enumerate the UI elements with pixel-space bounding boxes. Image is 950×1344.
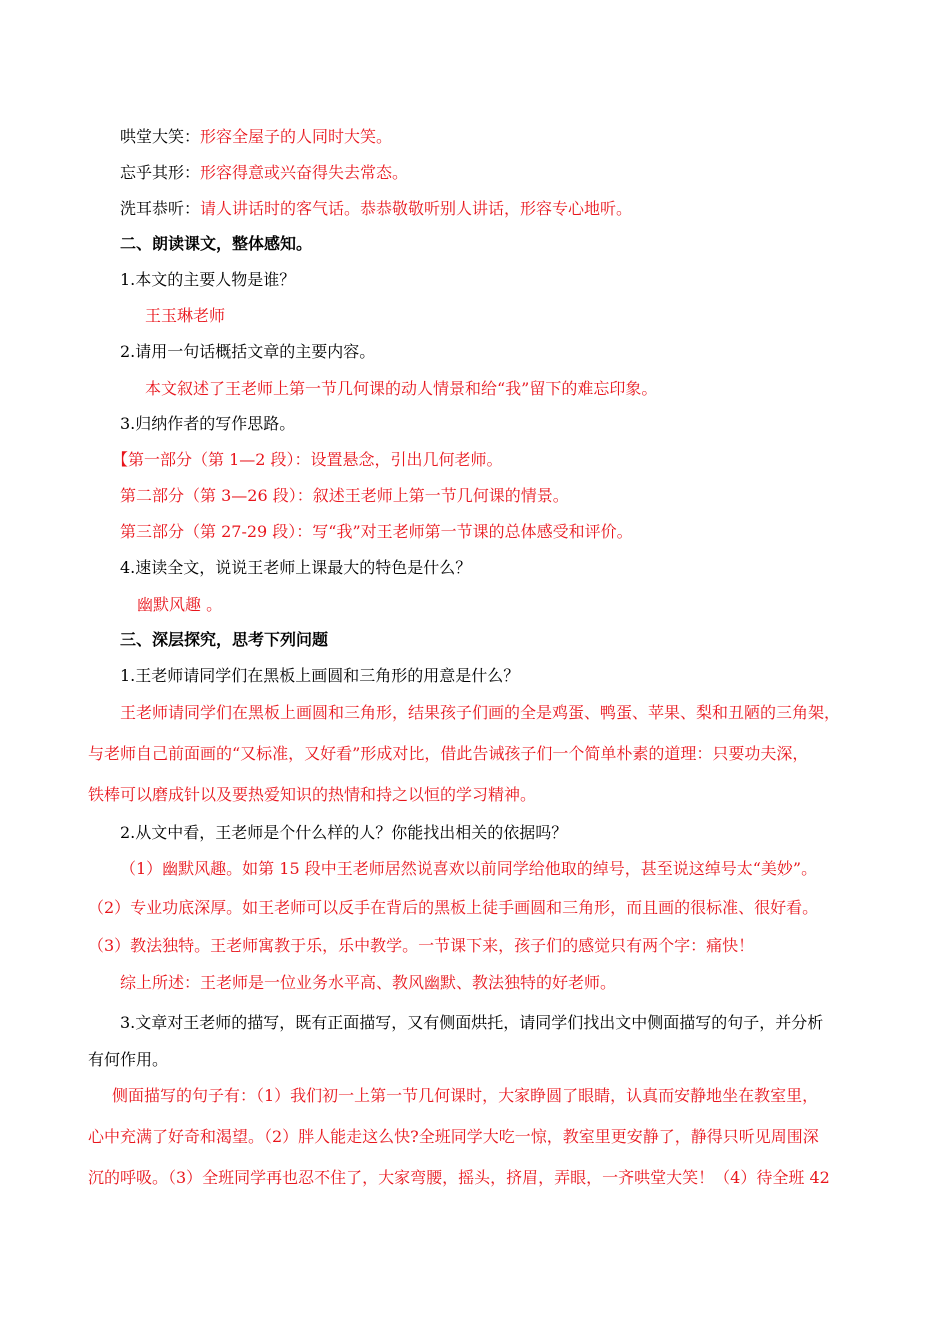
answer: 幽默风趣 。	[137, 595, 223, 614]
section-heading: 二、朗读课文，整体感知。	[120, 234, 313, 253]
vocab-item	[120, 126, 392, 148]
vocab-term: 忘乎其形：	[120, 163, 201, 182]
answer-outline-line: 第二部分（第 3—26 段）：叙述王老师上第一节几何课的情景。	[120, 486, 569, 505]
answer-line: （3）教法独特。王老师寓教于乐，乐中教学。一节课下来，孩子们的感觉只有两个字：痛快！	[88, 936, 755, 955]
vocab-definition: 形容得意或兴奋得失去常态。	[200, 163, 409, 182]
vocab-term: 哄堂大笑：	[120, 127, 201, 146]
vocab-definition: 形容全屋子的人同时大笑。	[200, 127, 393, 146]
answer-line: （1）幽默风趣。如第 15 段中王老师居然说喜欢以前同学给他取的绰号，甚至说这绰号太“美妙”。	[120, 859, 818, 878]
answer-line: 沉的呼吸。（3）全班同学再也忍不住了，大家弯腰，摇头，挤眉，弄眼，一齐哄堂大笑！（4）待全班 42	[88, 1168, 830, 1187]
answer-summary: 综上所述：王老师是一位业务水平高、教风幽默、教法独特的好老师。	[120, 973, 617, 992]
answer-line: 铁棒可以磨成针以及要热爱知识的热情和持之以恒的学习精神。	[88, 785, 537, 804]
answer-line: 心中充满了好奇和渴望。（2）胖人能走这么快?全班同学大吃一惊，教室里更安静了，静得只听见周围深	[88, 1127, 819, 1146]
vocab-definition: 请人讲话时的客气话。恭恭敬敬听别人讲话，形容专心地听。	[200, 199, 633, 218]
answer-line: 与老师自己前面画的“又标准，又好看”形成对比，借此告诫孩子们一个简单朴素的道理：只要功夫深，	[88, 744, 809, 763]
vocab-item	[120, 198, 632, 220]
question: 2.从文中看，王老师是个什么样的人？你能找出相关的依据吗？	[120, 823, 568, 842]
vocab-term: 洗耳恭听：	[120, 199, 201, 218]
answer: 本文叙述了王老师上第一节几何课的动人情景和给“我”留下的难忘印象。	[145, 379, 658, 398]
question: 1.本文的主要人物是谁？	[120, 270, 296, 289]
question: 1.王老师请同学们在黑板上画圆和三角形的用意是什么？	[120, 666, 520, 685]
answer-outline-line: 第三部分（第 27-29 段）：写“我”对王老师第一节课的总体感受和评价。	[120, 522, 633, 541]
section-heading: 三、深层探究，思考下列问题	[120, 630, 329, 649]
answer: 王玉琳老师	[145, 306, 226, 325]
question: 4.速读全文，说说王老师上课最大的特色是什么？	[120, 558, 472, 577]
answer-line: 侧面描写的句子有：（1）我们初一上第一节几何课时，大家睁圆了眼睛，认真而安静地坐在教室里，	[112, 1086, 819, 1105]
answer-outline-line: 【第一部分（第 1—2 段）：设置悬念，引出几何老师。	[112, 450, 503, 469]
answer-line: 王老师请同学们在黑板上画圆和三角形，结果孩子们画的全是鸡蛋、鸭蛋、苹果、梨和丑陋的三角架，	[120, 703, 841, 722]
question: 有何作用。	[88, 1050, 169, 1069]
question: 3.文章对王老师的描写，既有正面描写，又有侧面烘托，请同学们找出文中侧面描写的句子，并分析	[120, 1013, 824, 1032]
question: 2.请用一句话概括文章的主要内容。	[120, 342, 376, 361]
answer-line: （2）专业功底深厚。如王老师可以反手在背后的黑板上徒手画圆和三角形，而且画的很标准、很好看。	[88, 898, 819, 917]
vocab-item	[120, 162, 408, 184]
question: 3.归纳作者的写作思路。	[120, 414, 296, 433]
